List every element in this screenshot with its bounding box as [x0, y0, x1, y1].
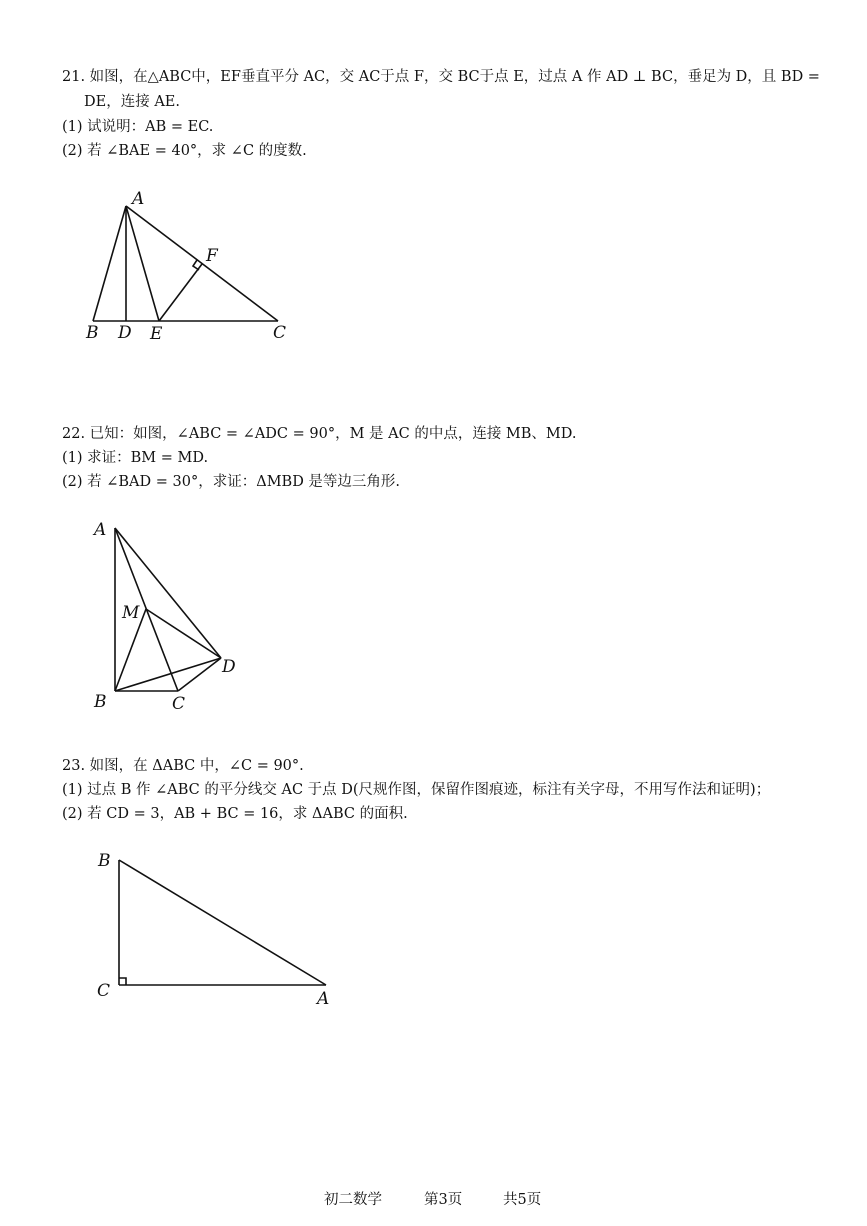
p21-question-1: (1) 试说明：AB = EC.: [62, 119, 214, 135]
label-B: B: [94, 692, 107, 712]
right-angle-mark-C: [119, 978, 126, 985]
label-A: A: [132, 189, 145, 209]
label-B: B: [98, 851, 111, 871]
label-D: D: [118, 323, 132, 343]
figure-21: [85, 189, 286, 344]
p21-line-1: 21. 如图，在△ABC中，EF垂直平分 AC，交 AC于点 F，交 BC于点 E，过点 A 作 AD ⊥ BC，垂足为 D，且 BD =: [62, 69, 820, 85]
p23-line-1: 23. 如图，在 ΔABC 中，∠C = 90°.: [62, 758, 304, 774]
p23-question-2: (2) 若 CD = 3，AB + BC = 16，求 ΔABC 的面积.: [62, 806, 408, 822]
segment-EF: [159, 264, 202, 321]
p23-question-1: (1) 过点 B 作 ∠ABC 的平分线交 AC 于点 D(尺规作图，保留作图痕迹，标注有关字母，不用写作法和证明)；: [62, 782, 771, 798]
segment-CD: [178, 658, 221, 691]
segment-AE: [126, 206, 159, 321]
footer-total: 共5页: [503, 1192, 542, 1208]
p22-question-1: (1) 求证：BM = MD.: [62, 450, 209, 466]
label-F: F: [206, 246, 218, 266]
p22-question-2: (2) 若 ∠BAD = 30°，求证：ΔMBD 是等边三角形.: [62, 474, 401, 490]
label-A: A: [94, 520, 107, 540]
label-B: B: [86, 323, 99, 343]
figure-23: [97, 851, 329, 1009]
label-C: C: [172, 694, 186, 714]
figure-22: [92, 520, 236, 714]
segment-AD: [115, 528, 221, 658]
p22-line-1: 22. 已知：如图，∠ABC = ∠ADC = 90°，M 是 AC 的中点，连接 MB、MD.: [62, 426, 577, 442]
segment-MD: [146, 609, 221, 658]
label-M: M: [122, 603, 140, 623]
footer-subject: 初二数学: [324, 1192, 382, 1208]
p21-question-2: (2) 若 ∠BAE = 40°，求 ∠C 的度数.: [62, 143, 307, 159]
segment-BA: [119, 860, 326, 985]
label-D: D: [222, 657, 236, 677]
label-E: E: [150, 324, 163, 344]
p21-line-2: DE，连接 AE.: [84, 94, 180, 110]
label-C: C: [97, 981, 111, 1001]
footer-page: 第3页: [424, 1192, 463, 1208]
segment-AB: [93, 206, 126, 321]
label-A: A: [317, 989, 330, 1009]
segment-AC: [126, 206, 278, 321]
label-C: C: [273, 323, 287, 343]
